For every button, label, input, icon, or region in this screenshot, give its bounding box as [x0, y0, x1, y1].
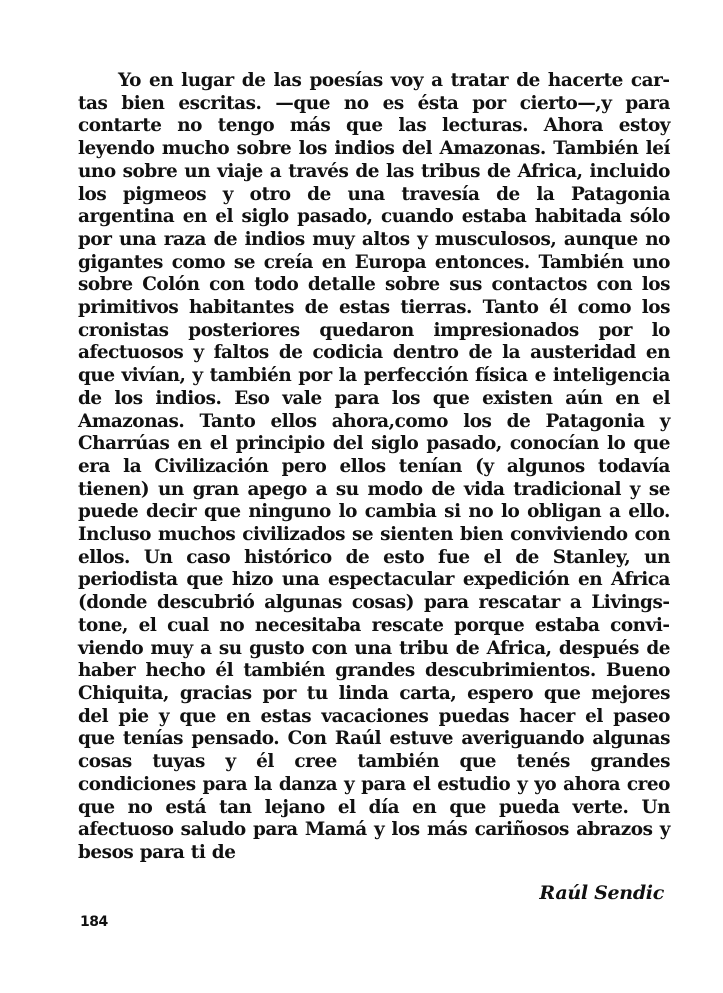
letter-signature: Raúl Sendic — [539, 881, 664, 904]
letter-page — [78, 70, 670, 904]
page-number: 184 — [80, 914, 108, 930]
letter-body: Yo en lugar de las poesías voy a tratar de hacerte cartas bien escritas. —que no es ésta por cierto—,y para contarte no tengo más que las lecturas. Ahora estoy leyendo mucho sobre los indios del Amazonas. También leí uno sobre un viaje a través de las tribus de Africa, incluido los pigmeos y otro de una travesía de la Patagonia argentina en el siglo pasado, cuando estaba habitada sólo por una raza de indios muy altos y musculosos, aunque no gigantes como se creía en Europa entonces. También uno sobre Colón con todo detalle sobre sus contactos con los primitivos habitantes de estas tierras. Tanto él como los cronistas posteriores quedaron impresionados por lo afectuosos y faltos de codicia dentro de la austeridad en que vivían, y también por la perfección física e inteligencia de los indios. Eso vale para los que existen aún en el Amazonas. Tanto ellos ahora,como los de Patagonia y Charrúas en el principio del siglo pasado, conocían lo que era la Civilización pero ellos tenían (y algunos todavía tienen) un gran apego a su modo de vida tradicional y se puede decir que ninguno lo cambia si no lo obligan a ello. Incluso muchos civilizados se sienten bien conviviendo con ellos. Un caso histórico de esto fue el de Stanley, un periodista que hizo una espectacular expedición en Africa (donde descubrió algunas cosas) para rescatar a Livingstone, el cual no necesitaba rescate porque estaba conviviendo muy a su gusto con una tribu de Africa, después de haber hecho él también grandes descubrimientos. Bueno Chiquita, gracias por tu linda carta, espero que mejores del pie y que en estas vacaciones puedas hacer el paseo que tenías pensado. Con Raúl estuve averiguando algunas cosas tuyas y él cree también que tenés grandes condiciones para la danza y para el estudio y yo ahora creo que no está tan lejano el día en que pueda verte. Un afectuoso saludo para Mamá y los más cariñosos abrazos y besos para ti de — [78, 70, 670, 863]
